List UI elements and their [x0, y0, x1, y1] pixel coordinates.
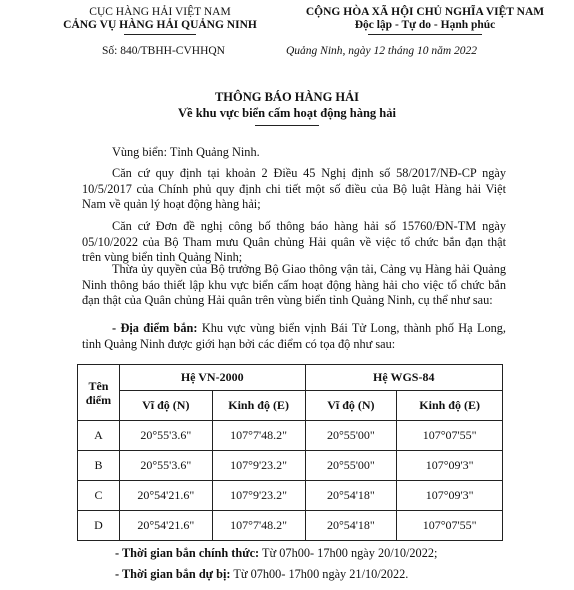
coordinates-table — [77, 364, 503, 541]
agency-parent: CỤC HÀNG HẢI VIỆT NAM — [89, 6, 231, 18]
table-row: A 20°55'3.6" 107°7'48.2" 20°55'00" 107°07'55" — [78, 421, 503, 451]
official-time-line: - Thời gian bắn chính thức: Từ 07h00- 17h00 ngày 20/10/2022; — [115, 546, 438, 560]
title-underline — [255, 125, 319, 126]
table-row: D 20°54'21.6" 107°7'48.2" 20°54'18" 107°07'55" — [78, 511, 503, 541]
table-row: C 20°54'21.6" 107°9'23.2" 20°54'18" 107°09'3" — [78, 481, 503, 511]
country-name: CỘNG HÒA XÃ HỘI CHỦ NGHĨA VIỆT NAM — [305, 6, 545, 18]
legal-basis-1: Căn cứ quy định tại khoản 2 Điều 45 Nghị định số 58/2017/NĐ-CP ngày 10/5/2017 của Chính phủ quy định chi tiết một số điều của Bộ luật Hàng hải Việt Nam về quản lý hoạt động hàng hải; — [82, 166, 506, 212]
backup-time-line: - Thời gian bắn dự bị: Từ 07h00- 17h00 ngày 21/10/2022. — [115, 567, 409, 581]
wgs-lat-header: Vĩ độ (N) — [305, 391, 397, 421]
region-line: Vùng biển: Tỉnh Quảng Ninh. — [112, 145, 260, 159]
legal-basis-2: Căn cứ Đơn đề nghị công bố thông báo hàng hải số 15760/ĐN-TM ngày 05/10/2022 của Bộ Tham mưu Quân chủng Hải quân về việc tổ chức bắn đạn thật trên vùng biển tỉnh Quảng Ninh; — [82, 219, 506, 265]
table-header-row — [78, 365, 503, 391]
notice-title: THÔNG BÁO HÀNG HẢI — [214, 90, 360, 104]
wgs-lon-header: Kinh độ (E) — [397, 391, 503, 421]
authority-paragraph: Thừa ủy quyền của Bộ trưởng Bộ Giao thông vận tải, Cảng vụ Hàng hải Quảng Ninh thông báo thiết lập khu vực biển cấm hoạt động hàng hải cho việc tổ chức bắn đạn thật của Quân chủng Hải quân trên vùng biển tỉnh Quảng Ninh, cụ thể như sau: — [82, 262, 506, 308]
column-point-name: Tên điểm — [78, 365, 120, 421]
place-date: Quảng Ninh, ngày 12 tháng 10 năm 2022 — [286, 45, 478, 57]
agency-underline — [124, 34, 196, 35]
group-vn2000: Hệ VN-2000 — [119, 365, 305, 391]
location-paragraph: - Địa điểm bắn: Khu vực vùng biển vịnh Bái Tử Long, thành phố Hạ Long, tỉnh Quảng Ninh được giới hạn bởi các điểm có tọa độ như sau: — [82, 321, 506, 351]
table-row: B 20°55'3.6" 107°9'23.2" 20°55'00" 107°09'3" — [78, 451, 503, 481]
agency-name: CẢNG VỤ HÀNG HẢI QUẢNG NINH — [63, 19, 257, 31]
notice-subtitle: Về khu vực biển cấm hoạt động hàng hải — [178, 106, 396, 120]
motto-underline — [368, 34, 482, 35]
doc-number: Số: 840/TBHH-CVHHQN — [102, 45, 225, 57]
vn-lon-header: Kinh độ (E) — [212, 391, 305, 421]
national-motto: Độc lập - Tự do - Hạnh phúc — [354, 19, 496, 31]
national-block — [282, 6, 568, 32]
agency-block — [40, 6, 280, 32]
group-wgs84: Hệ WGS-84 — [305, 365, 503, 391]
vn-lat-header: Vĩ độ (N) — [119, 391, 212, 421]
table-subheader-row — [78, 391, 503, 421]
